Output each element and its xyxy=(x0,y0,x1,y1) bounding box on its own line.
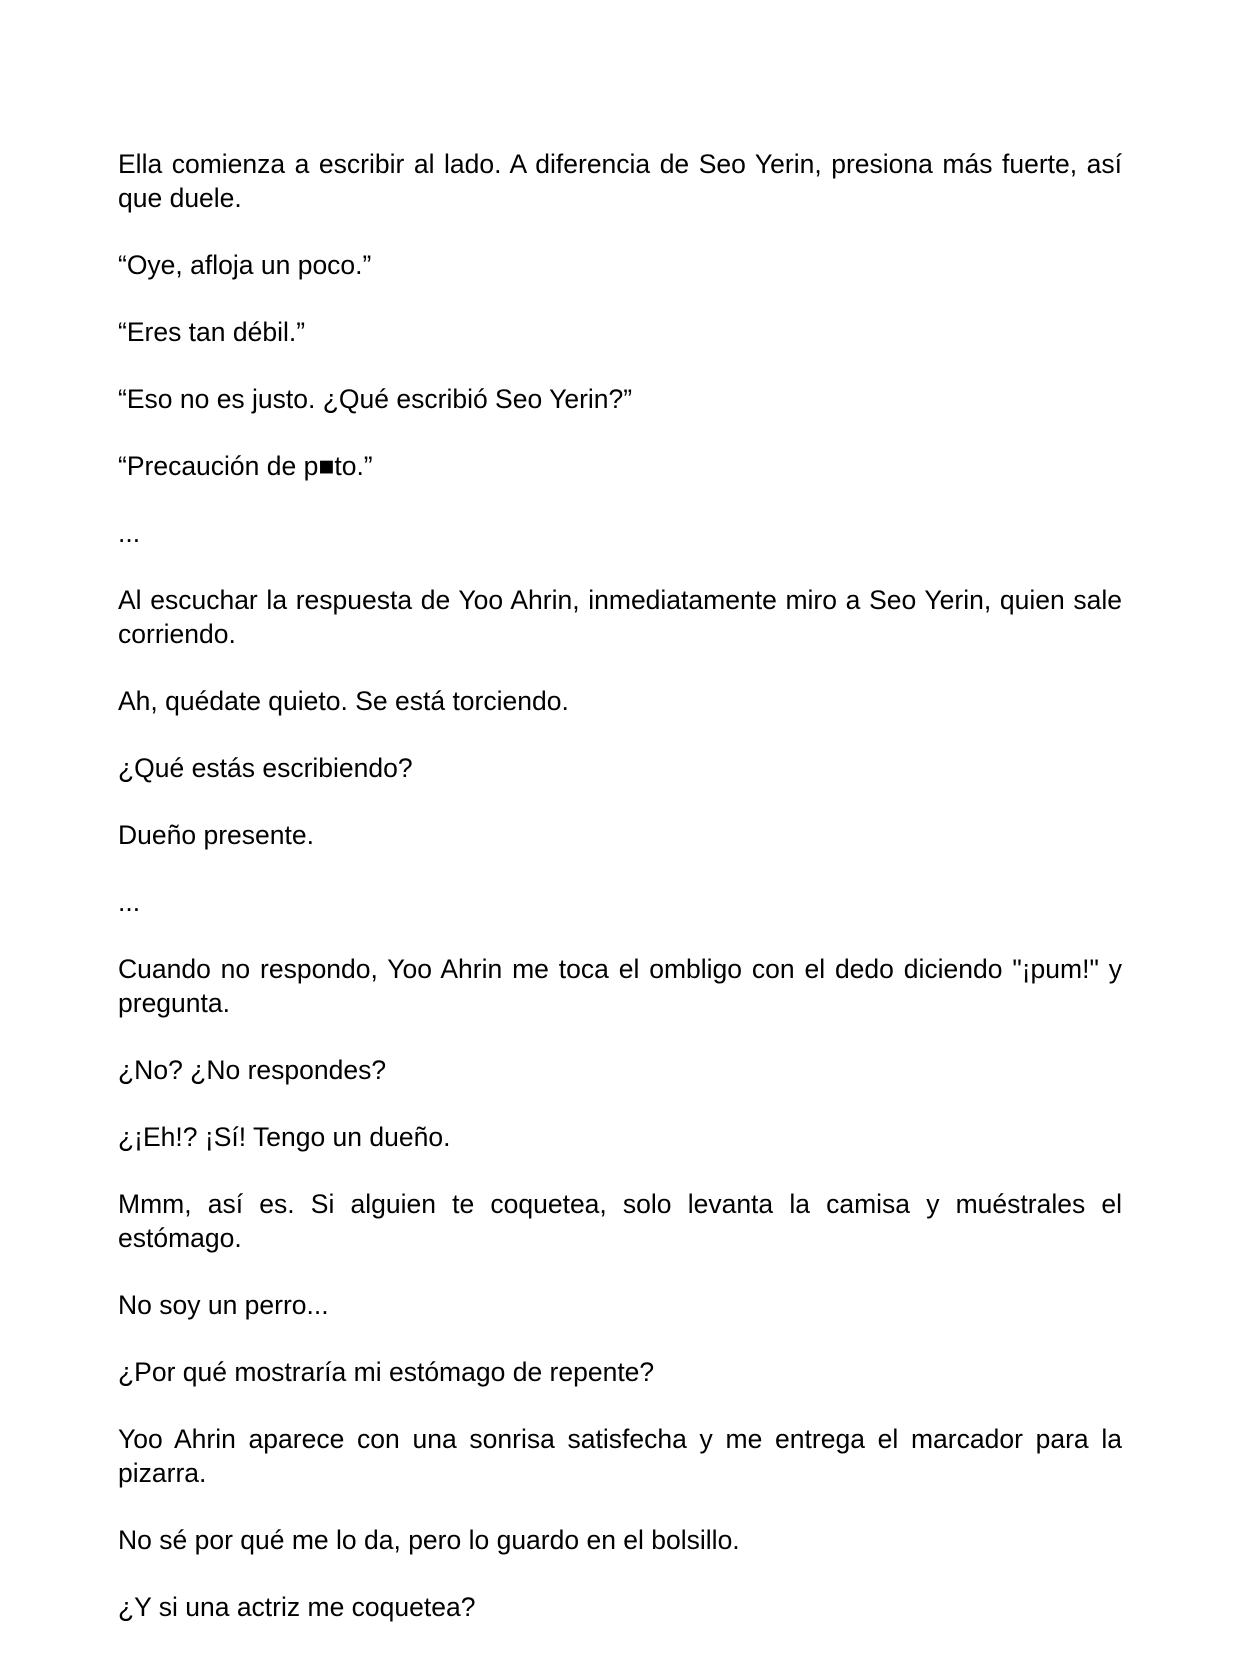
paragraph: Al escuchar la respuesta de Yoo Ahrin, inmediatamente miro a Seo Yerin, quien sale corriendo. xyxy=(118,585,1122,649)
paragraph: ¿¡Eh!? ¡Sí! Tengo un dueño. xyxy=(118,1122,451,1152)
paragraph-redacted: “Precaución de p■to.” xyxy=(118,451,373,481)
paragraph: ¿Qué estás escribiendo? xyxy=(118,753,413,783)
paragraph: “Eres tan débil.” xyxy=(118,317,306,347)
document-body xyxy=(118,147,1122,1657)
paragraph: Cuando no respondo, Yoo Ahrin me toca el ombligo con el dedo diciendo "¡pum!" y pregunta. xyxy=(118,954,1122,1018)
ellipsis-paragraph: ... xyxy=(118,518,141,548)
paragraph: Dueño presente. xyxy=(118,820,314,850)
paragraph: No sé por qué me lo da, pero lo guardo en el bolsillo. xyxy=(118,1525,740,1555)
paragraph: Ah, quédate quieto. Se está torciendo. xyxy=(118,686,569,716)
paragraph: ¿No? ¿No respondes? xyxy=(118,1055,387,1085)
ellipsis-paragraph: ... xyxy=(118,887,141,917)
paragraph: Ella comienza a escribir al lado. A diferencia de Seo Yerin, presiona más fuerte, así que duele. xyxy=(118,149,1122,213)
paragraph: “Eso no es justo. ¿Qué escribió Seo Yerin?” xyxy=(118,384,633,414)
paragraph-cut-off: ¿Y si una actriz me coquetea? xyxy=(118,1592,476,1622)
paragraph: No soy un perro... xyxy=(118,1290,329,1320)
paragraph: ¿Por qué mostraría mi estómago de repente? xyxy=(118,1357,655,1387)
paragraph: “Oye, afloja un poco.” xyxy=(118,250,372,280)
paragraph: Mmm, así es. Si alguien te coquetea, solo levanta la camisa y muéstrales el estómago. xyxy=(118,1189,1122,1253)
paragraph: Yoo Ahrin aparece con una sonrisa satisfecha y me entrega el marcador para la pizarra. xyxy=(118,1424,1122,1488)
